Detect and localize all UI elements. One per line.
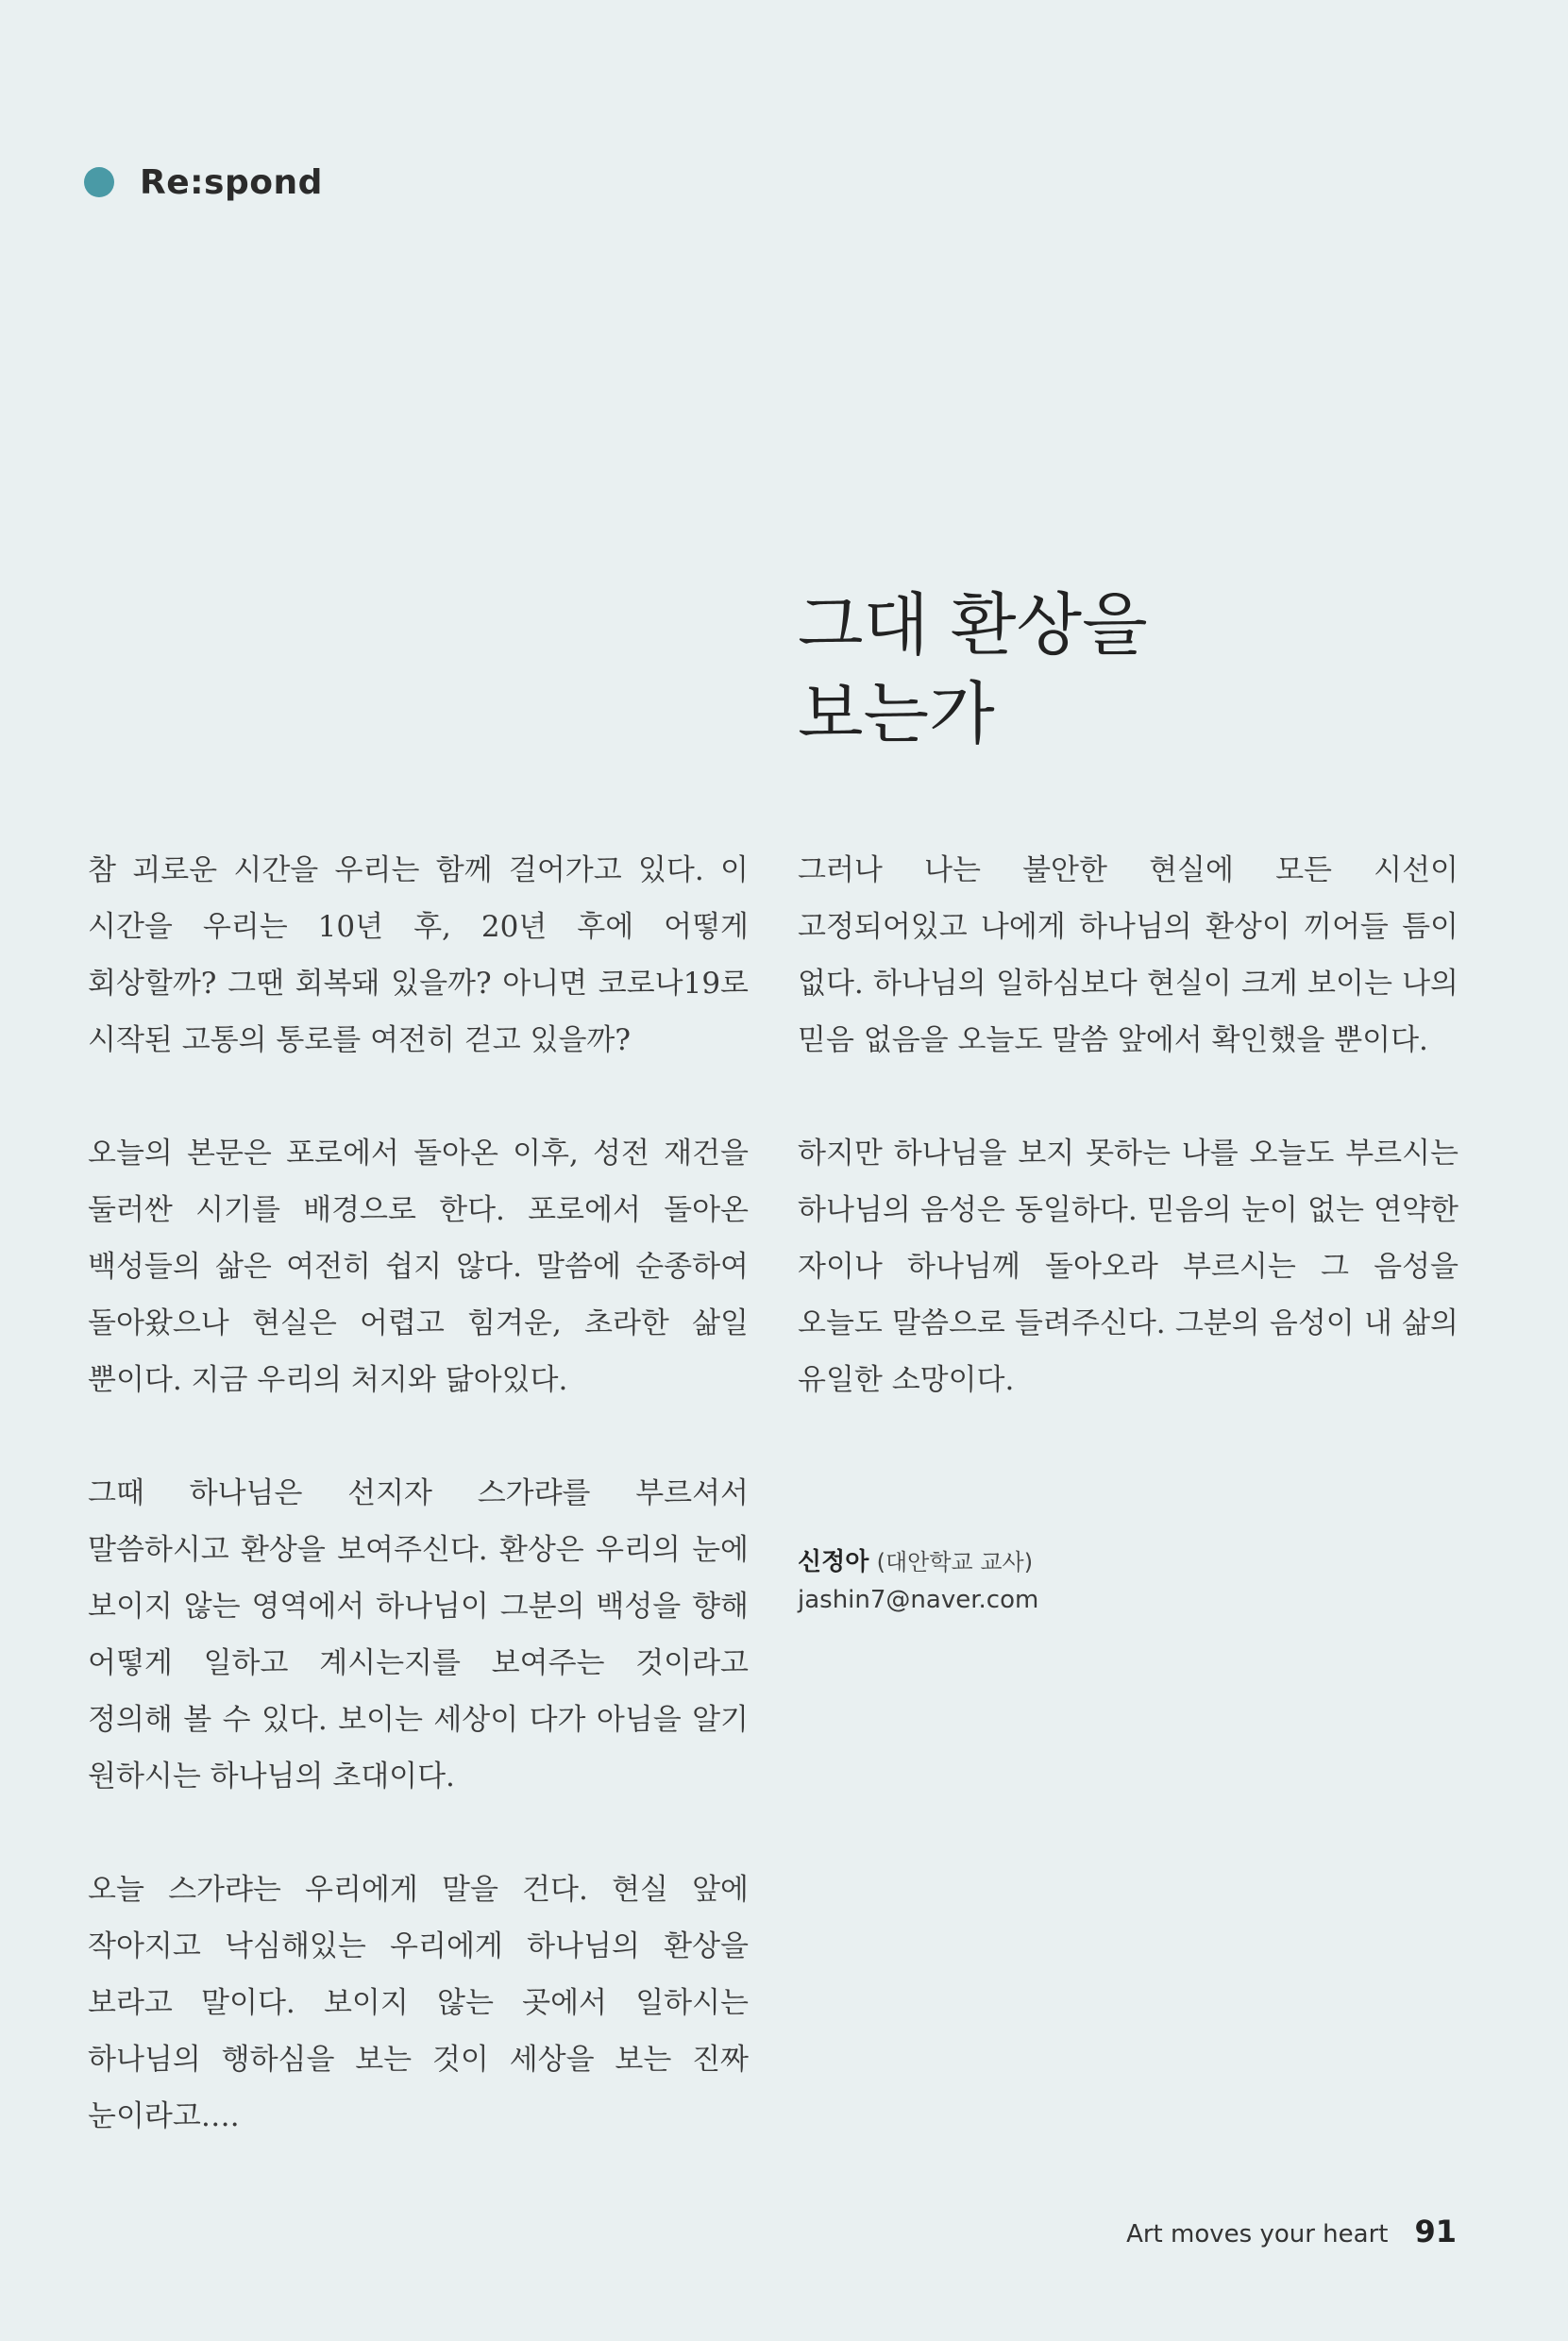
paragraph: 그러나 나는 불안한 현실에 모든 시선이 고정되어있고 나에게 하나님의 환상이 끼어들 틈이 없다. 하나님의 일하심보다 현실이 크게 보이는 나의 믿음 없음을 오늘도 말씀 앞에서 확인했을 뿐이다. — [798, 853, 1458, 1057]
paragraph: 참 괴로운 시간을 우리는 함께 걸어가고 있다. 이 시간을 우리는 10년 후, 20년 후에 어떻게 회상할까? 그땐 회복돼 있을까? 아니면 코로나19로 시작된 고통의 통로를 여전히 걷고 있을까? — [88, 853, 749, 1057]
right-column — [798, 842, 1458, 1465]
footer-tagline: Art moves your heart — [1126, 2220, 1389, 2248]
author-affiliation: (대안학교 교사) — [876, 1549, 1034, 1575]
section-label: Re:spond — [140, 162, 323, 202]
author-email: jashin7@naver.com — [798, 1586, 1039, 1614]
paragraph: 그때 하나님은 선지자 스가랴를 부르셔서 말씀하시고 환상을 보여주신다. 환상은 우리의 눈에 보이지 않는 영역에서 하나님이 그분의 백성을 향해 어떻게 일하고 계시는지를 보여주는 것이라고 정의해 볼 수 있다. 보이는 세상이 다가 아님을 알기 원하시는 하나님의 초대이다. — [88, 1476, 749, 1794]
article-title-line-2: 보는가 — [798, 674, 995, 753]
left-column — [88, 842, 749, 2201]
paragraph: 하지만 하나님을 보지 못하는 나를 오늘도 부르시는 하나님의 음성은 동일하다. 믿음의 눈이 없는 연약한 자이나 하나님께 돌아오라 부르시는 그 음성을 오늘도 말씀으로 들려주신다. 그분의 음성이 내 삶의 유일한 소망이다. — [798, 1137, 1458, 1397]
author-block — [798, 1543, 1364, 1619]
author-name: 신정아 — [798, 1548, 869, 1576]
article-title-line-1: 그대 환상을 — [798, 585, 1148, 665]
section-dot-icon — [84, 167, 114, 197]
author-line — [798, 1543, 1364, 1581]
page-footer — [1126, 2214, 1457, 2249]
article-title — [798, 581, 1458, 758]
page-number: 91 — [1414, 2214, 1457, 2249]
section-tag — [84, 160, 323, 204]
paragraph: 오늘의 본문은 포로에서 돌아온 이후, 성전 재건을 둘러싼 시기를 배경으로 한다. 포로에서 돌아온 백성들의 삶은 여전히 쉽지 않다. 말씀에 순종하여 돌아왔으나 현실은 어렵고 힘겨운, 초라한 삶일 뿐이다. 지금 우리의 처지와 닮아있다. — [88, 1137, 749, 1397]
paragraph: 오늘 스가랴는 우리에게 말을 건다. 현실 앞에 작아지고 낙심해있는 우리에게 하나님의 환상을 보라고 말이다. 보이지 않는 곳에서 일하시는 하나님의 행하심을 보는 것이 세상을 보는 진짜 눈이라고…. — [88, 1873, 749, 2133]
